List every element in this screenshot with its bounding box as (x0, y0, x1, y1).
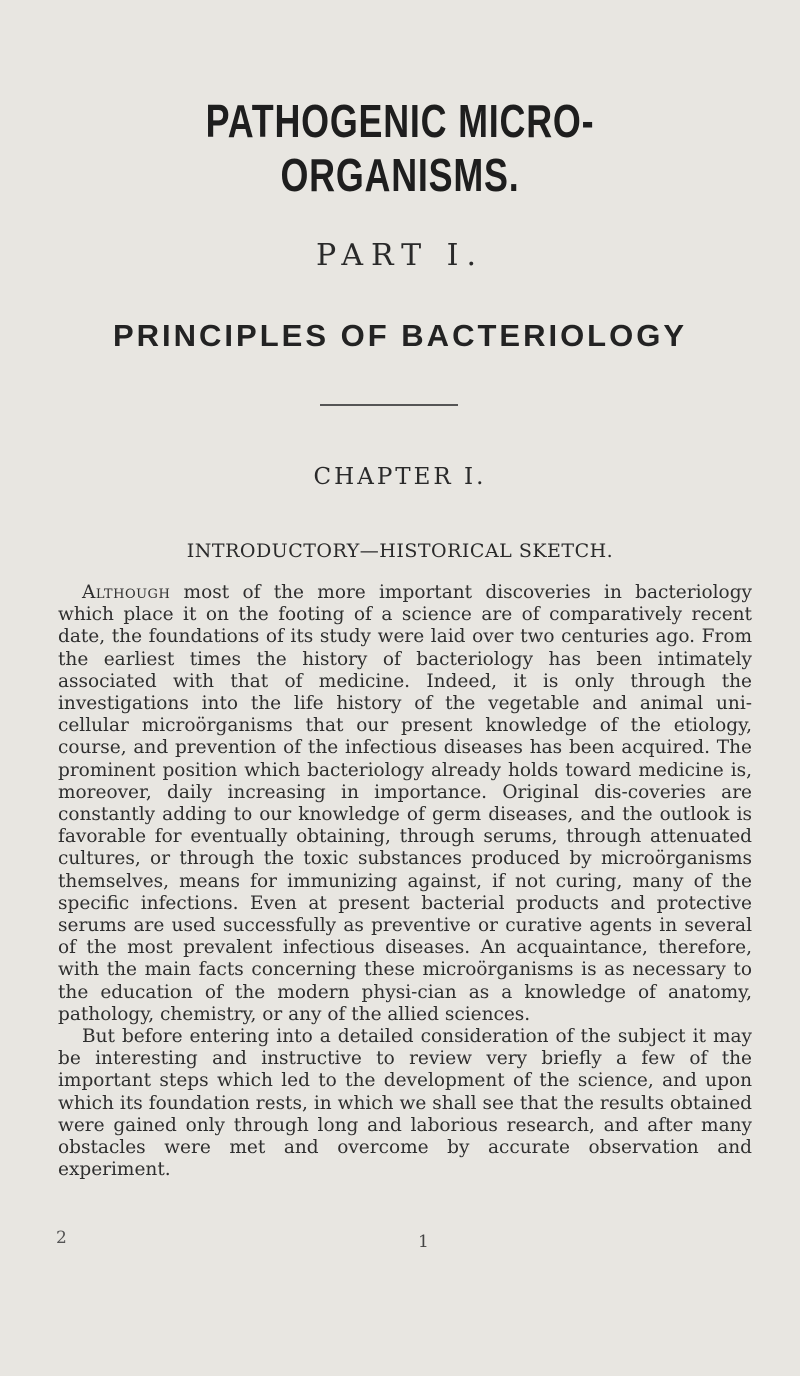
paragraph-lead: Although (82, 582, 171, 603)
signature-mark: 2 (56, 1228, 67, 1248)
part-label: PART I. (315, 238, 485, 273)
part-title: PRINCIPLES OF BACTERIOLOGY (112, 318, 688, 353)
paragraph-2: But before entering into a detailed consideration of the subject it may be interesting and instructive to review very briefly a few of the important steps which led to the development of the science, and upon which its foundation rests, in which we shall see that the results obtained were gained only through long and laborious research, and after many obstacles were met and overcome by accurate observation and experiment. (58, 1026, 752, 1181)
divider-rule (320, 404, 458, 406)
book-title: PATHOGENIC MICRO-ORGANISMS. (205, 95, 595, 201)
chapter-label: CHAPTER I. (313, 464, 487, 490)
paragraph-1 (58, 582, 752, 1026)
page-number: 1 (418, 1232, 429, 1252)
paragraph-1-text: most of the more important discoveries in bacteriology which place it on the footing of a science are of comparatively recent date, the foundations of its study were laid over two centuries ago. From the earliest times the history of bacteriology has been intimately associated with that of medicine. Indeed, it is only through the investigations into the life history of the vegetable and animal uni-cellular microörganisms that our present knowledge of the etiology, course, and prevention of the infectious diseases has been acquired. The prominent position which bacteriology already holds toward medicine is, moreover, daily increasing in importance. Original dis-coveries are constantly adding to our knowledge of germ diseases, and the outlook is favorable for eventually obtaining, through serums, through attenuated cultures, or through the toxic substances produced by microörganisms themselves, means for immunizing against, if not curing, many of the specific infections. Even at present bacterial products and protective serums are used successfully as preventive or curative agents in several of the most prevalent infectious diseases. An acquaintance, therefore, with the main facts concerning these microörganisms is as necessary to the education of the modern physi-cian as a knowledge of anatomy, pathology, chemistry, or any of the allied sciences. (58, 582, 752, 1025)
chapter-title: INTRODUCTORY—HISTORICAL SKETCH. (186, 540, 614, 562)
body-text (58, 582, 752, 1181)
